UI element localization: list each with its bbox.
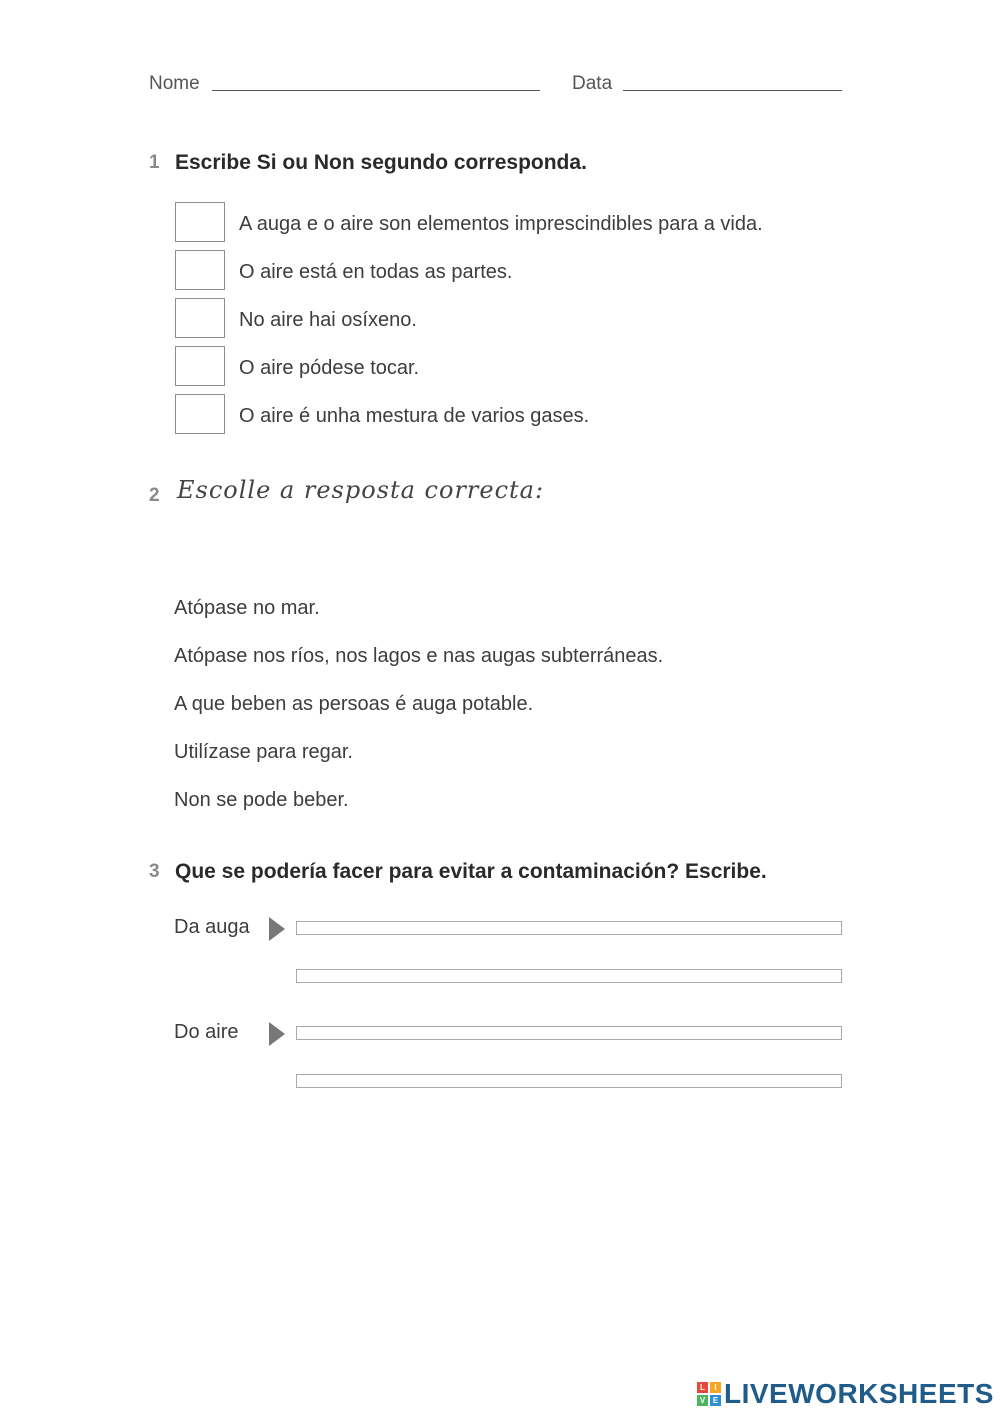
water-answer-line-2[interactable] [296,969,842,983]
statement-3: No aire hai osíxeno. [239,309,417,331]
logo-block: V [697,1395,708,1406]
statement-1: A auga e o aire son elementos imprescindibles para a vida. [239,213,763,235]
air-answer-line-1[interactable] [296,1026,842,1040]
answer-option-5[interactable]: Non se pode beber. [174,789,349,811]
arrow-right-icon [269,1022,285,1046]
section1-number: 1 [149,152,160,173]
date-line[interactable] [623,90,842,91]
answer-box-1[interactable] [175,202,225,242]
arrow-right-icon [269,917,285,941]
statement-5: O aire é unha mestura de varios gases. [239,405,590,427]
logo-blocks-icon [697,1382,721,1406]
answer-option-2[interactable]: Atópase nos ríos, nos lagos e nas augas subterráneas. [174,645,664,667]
section1-title: Escribe Si ou Non segundo corresponda. [175,151,587,174]
logo-block: I [710,1382,721,1393]
answer-option-3[interactable]: A que beben as persoas é auga potable. [174,693,534,715]
section2-title: Escolle a resposta correcta: [177,476,545,504]
air-answer-line-2[interactable] [296,1074,842,1088]
answer-box-3[interactable] [175,298,225,338]
section3-title: Que se podería facer para evitar a contaminación? Escribe. [175,860,767,883]
answer-option-4[interactable]: Utilízase para regar. [174,741,353,763]
statement-4: O aire pódese tocar. [239,357,420,379]
answer-box-2[interactable] [175,250,225,290]
date-label: Data [572,73,613,94]
section3-number: 3 [149,861,160,882]
name-label: Nome [149,73,200,94]
logo-block: E [710,1395,721,1406]
answer-option-1[interactable]: Atópase no mar. [174,597,320,619]
section2-number: 2 [149,485,160,506]
air-label: Do aire [174,1021,239,1043]
statement-2: O aire está en todas as partes. [239,261,513,283]
liveworksheets-logo [697,1378,994,1410]
name-line[interactable] [212,90,540,91]
logo-text: LIVEWORKSHEETS [724,1378,994,1409]
answer-box-4[interactable] [175,346,225,386]
answer-box-5[interactable] [175,394,225,434]
water-answer-line-1[interactable] [296,921,842,935]
water-label: Da auga [174,916,250,938]
logo-block: L [697,1382,708,1393]
